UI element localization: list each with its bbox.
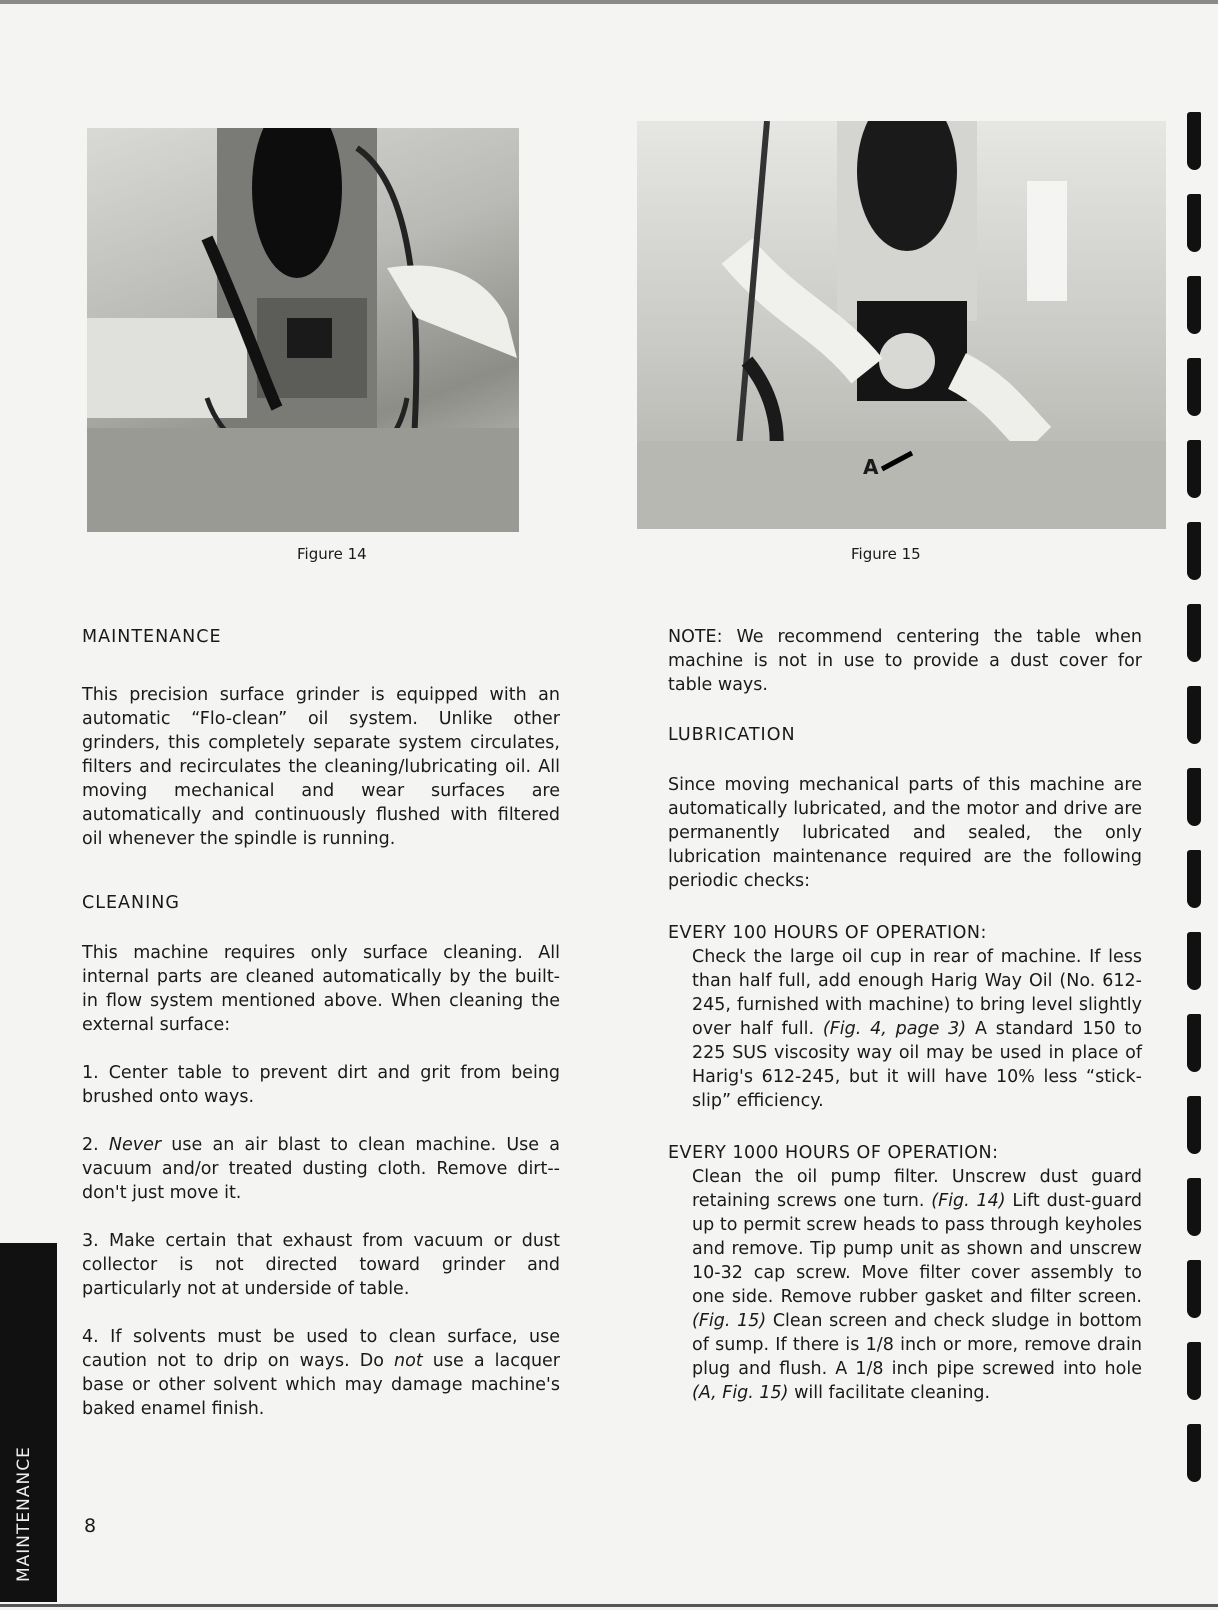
binding-loop	[1181, 276, 1218, 334]
text: use an air blast to clean machine. Use a vacuum and/or treated dusting cloth. Remove dirt--don't just move it.	[82, 1135, 560, 1203]
maintenance-paragraph: This precision surface grinder is equipped with an automatic “Flo-clean” oil system. Unlike other grinders, this completely separate system circulates, filters and recirculates the cleaning/lubricating oil. All moving mechanical and wear surfaces are automatically and continuously flushed with filtered oil whenever the spindle is running.	[82, 685, 560, 849]
text: Check the large oil cup in rear of machine. If less than half full, add enough Harig Way Oil (No. 612-245, furnished with machine) to bring level slightly over half full.	[692, 947, 1142, 1039]
figure-15-caption: Figure 15	[851, 545, 921, 563]
binding-loop	[1181, 1014, 1218, 1072]
figure-14-caption: Figure 14	[297, 545, 367, 563]
emphasis: not	[394, 1351, 423, 1371]
page-number: 8	[84, 1515, 97, 1537]
note-paragraph: NOTE: We recommend centering the table when machine is not in use to provide a dust cover for table ways.	[668, 627, 1142, 695]
text: Clean the oil pump filter. Unscrew dust guard retaining screws one turn.	[692, 1167, 1142, 1211]
text: 2.	[82, 1135, 109, 1155]
binding-loop	[1181, 850, 1218, 908]
callout-label-a: A	[863, 455, 879, 479]
figure-reference: (A, Fig. 15)	[692, 1383, 789, 1403]
text: Clean screen and check sludge in bottom of sump. If there is 1/8 inch or more, remove drain plug and flush. A 1/8 inch pipe screwed into hole	[692, 1311, 1142, 1379]
binding-loop	[1181, 112, 1218, 170]
section-tab	[0, 1243, 57, 1602]
text: 4. If solvents must be used to clean surface, use caution not to drip on ways. Do	[82, 1327, 560, 1371]
text: will facilitate cleaning.	[788, 1383, 991, 1403]
maintenance-heading: MAINTENANCE	[82, 627, 222, 647]
text: use a lacquer base or other solvent which may damage machine's baked enamel finish.	[82, 1351, 560, 1419]
binding-loop	[1181, 1178, 1218, 1236]
text: A standard 150 to 225 SUS viscosity way oil may be used in place of Harig's 612-245, but it will have 10% less “stick-slip” efficiency.	[692, 1019, 1142, 1111]
binding-loop	[1181, 768, 1218, 826]
figure-reference: (Fig. 15)	[692, 1311, 767, 1331]
binding-loop	[1181, 604, 1218, 662]
left-column	[82, 625, 560, 1445]
binding-loop	[1181, 358, 1218, 416]
cleaning-paragraph: This machine requires only surface cleaning. All internal parts are cleaned automatically by the built-in flow system mentioned above. When cleaning the external surface:	[82, 943, 560, 1035]
cleaning-step-3: 3. Make certain that exhaust from vacuum or dust collector is not directed toward grinder and particularly not at underside of table.	[82, 1231, 560, 1299]
binding-loop	[1181, 1424, 1218, 1482]
figure-reference: (Fig. 4, page 3)	[822, 1019, 967, 1039]
cleaning-step-4	[82, 1325, 560, 1421]
cleaning-heading: CLEANING	[82, 893, 180, 913]
every-100-hours-text	[692, 945, 1142, 1113]
binding-loop	[1181, 440, 1218, 498]
top-edge	[0, 0, 1218, 4]
binding-loop	[1181, 932, 1218, 990]
figure-reference: (Fig. 14)	[931, 1191, 1006, 1211]
every-1000-hours-text	[692, 1165, 1142, 1405]
binding-loop	[1181, 522, 1218, 580]
text: Lift dust-guard up to permit screw heads to pass through keyholes and remove. Tip pump unit as shown and unscrew 10-32 cap screw. Move filter cover assembly to one side. Remove rubber gasket and filter screen.	[692, 1191, 1142, 1307]
section-tab-label: MAINTENANCE	[14, 1446, 34, 1582]
binding-loop	[1181, 686, 1218, 744]
binding-loop	[1181, 1096, 1218, 1154]
right-column	[668, 625, 1142, 1429]
figure-14-photo	[87, 128, 519, 532]
lubrication-paragraph: Since moving mechanical parts of this machine are automatically lubricated, and the motor and drive are permanently lubricated and sealed, the only lubrication maintenance required are the following periodic checks:	[668, 775, 1142, 891]
every-100-hours-heading: EVERY 100 HOURS OF OPERATION:	[668, 923, 987, 943]
emphasis: Never	[108, 1135, 162, 1155]
binding-loop	[1181, 1260, 1218, 1318]
figure-15-photo	[637, 121, 1166, 529]
binding-loop	[1181, 194, 1218, 252]
cleaning-step-2	[82, 1133, 560, 1205]
every-1000-hours-heading: EVERY 1000 HOURS OF OPERATION:	[668, 1143, 999, 1163]
lubrication-heading: LUBRICATION	[668, 725, 796, 745]
bottom-edge	[0, 1604, 1218, 1607]
binding-loop	[1181, 1342, 1218, 1400]
cleaning-step-1: 1. Center table to prevent dirt and grit from being brushed onto ways.	[82, 1063, 560, 1107]
